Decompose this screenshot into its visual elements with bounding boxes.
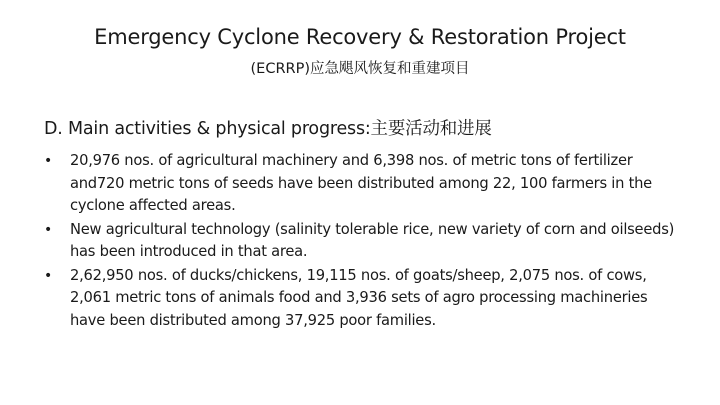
- section-heading: D. Main activities & physical progress:主要活动和进展: [44, 119, 492, 139]
- bullet-icon: •: [44, 267, 53, 284]
- slide-title: Emergency Cyclone Recovery & Restoration Project: [94, 25, 626, 49]
- bullet-text: 2,62,950 nos. of ducks/chickens, 19,115 nos. of goats/sheep, 2,075 nos. of cows, 2,061 metric tons of animals food and 3,936 sets of agro processing machineries have been distributed among 37,925 poor families.: [70, 266, 648, 329]
- bullet-icon: •: [44, 153, 53, 169]
- bullet-item: [44, 265, 684, 333]
- bullet-icon: •: [44, 221, 53, 238]
- bullet-item: [44, 150, 684, 218]
- bullet-item: [44, 219, 684, 264]
- bullet-text: 20,976 nos. of agricultural machinery and 6,398 nos. of metric tons of fertilizer and720 metric tons of seeds have been distributed among 22, 100 farmers in the cyclone affected areas.: [70, 152, 652, 214]
- slide-subtitle: (ECRRP)应急飓风恢复和重建项目: [250, 61, 470, 77]
- bullet-list: [44, 150, 684, 333]
- bullet-text: New agricultural technology (salinity tolerable rice, new variety of corn and oilseeds) has been introduced in that area.: [70, 220, 675, 260]
